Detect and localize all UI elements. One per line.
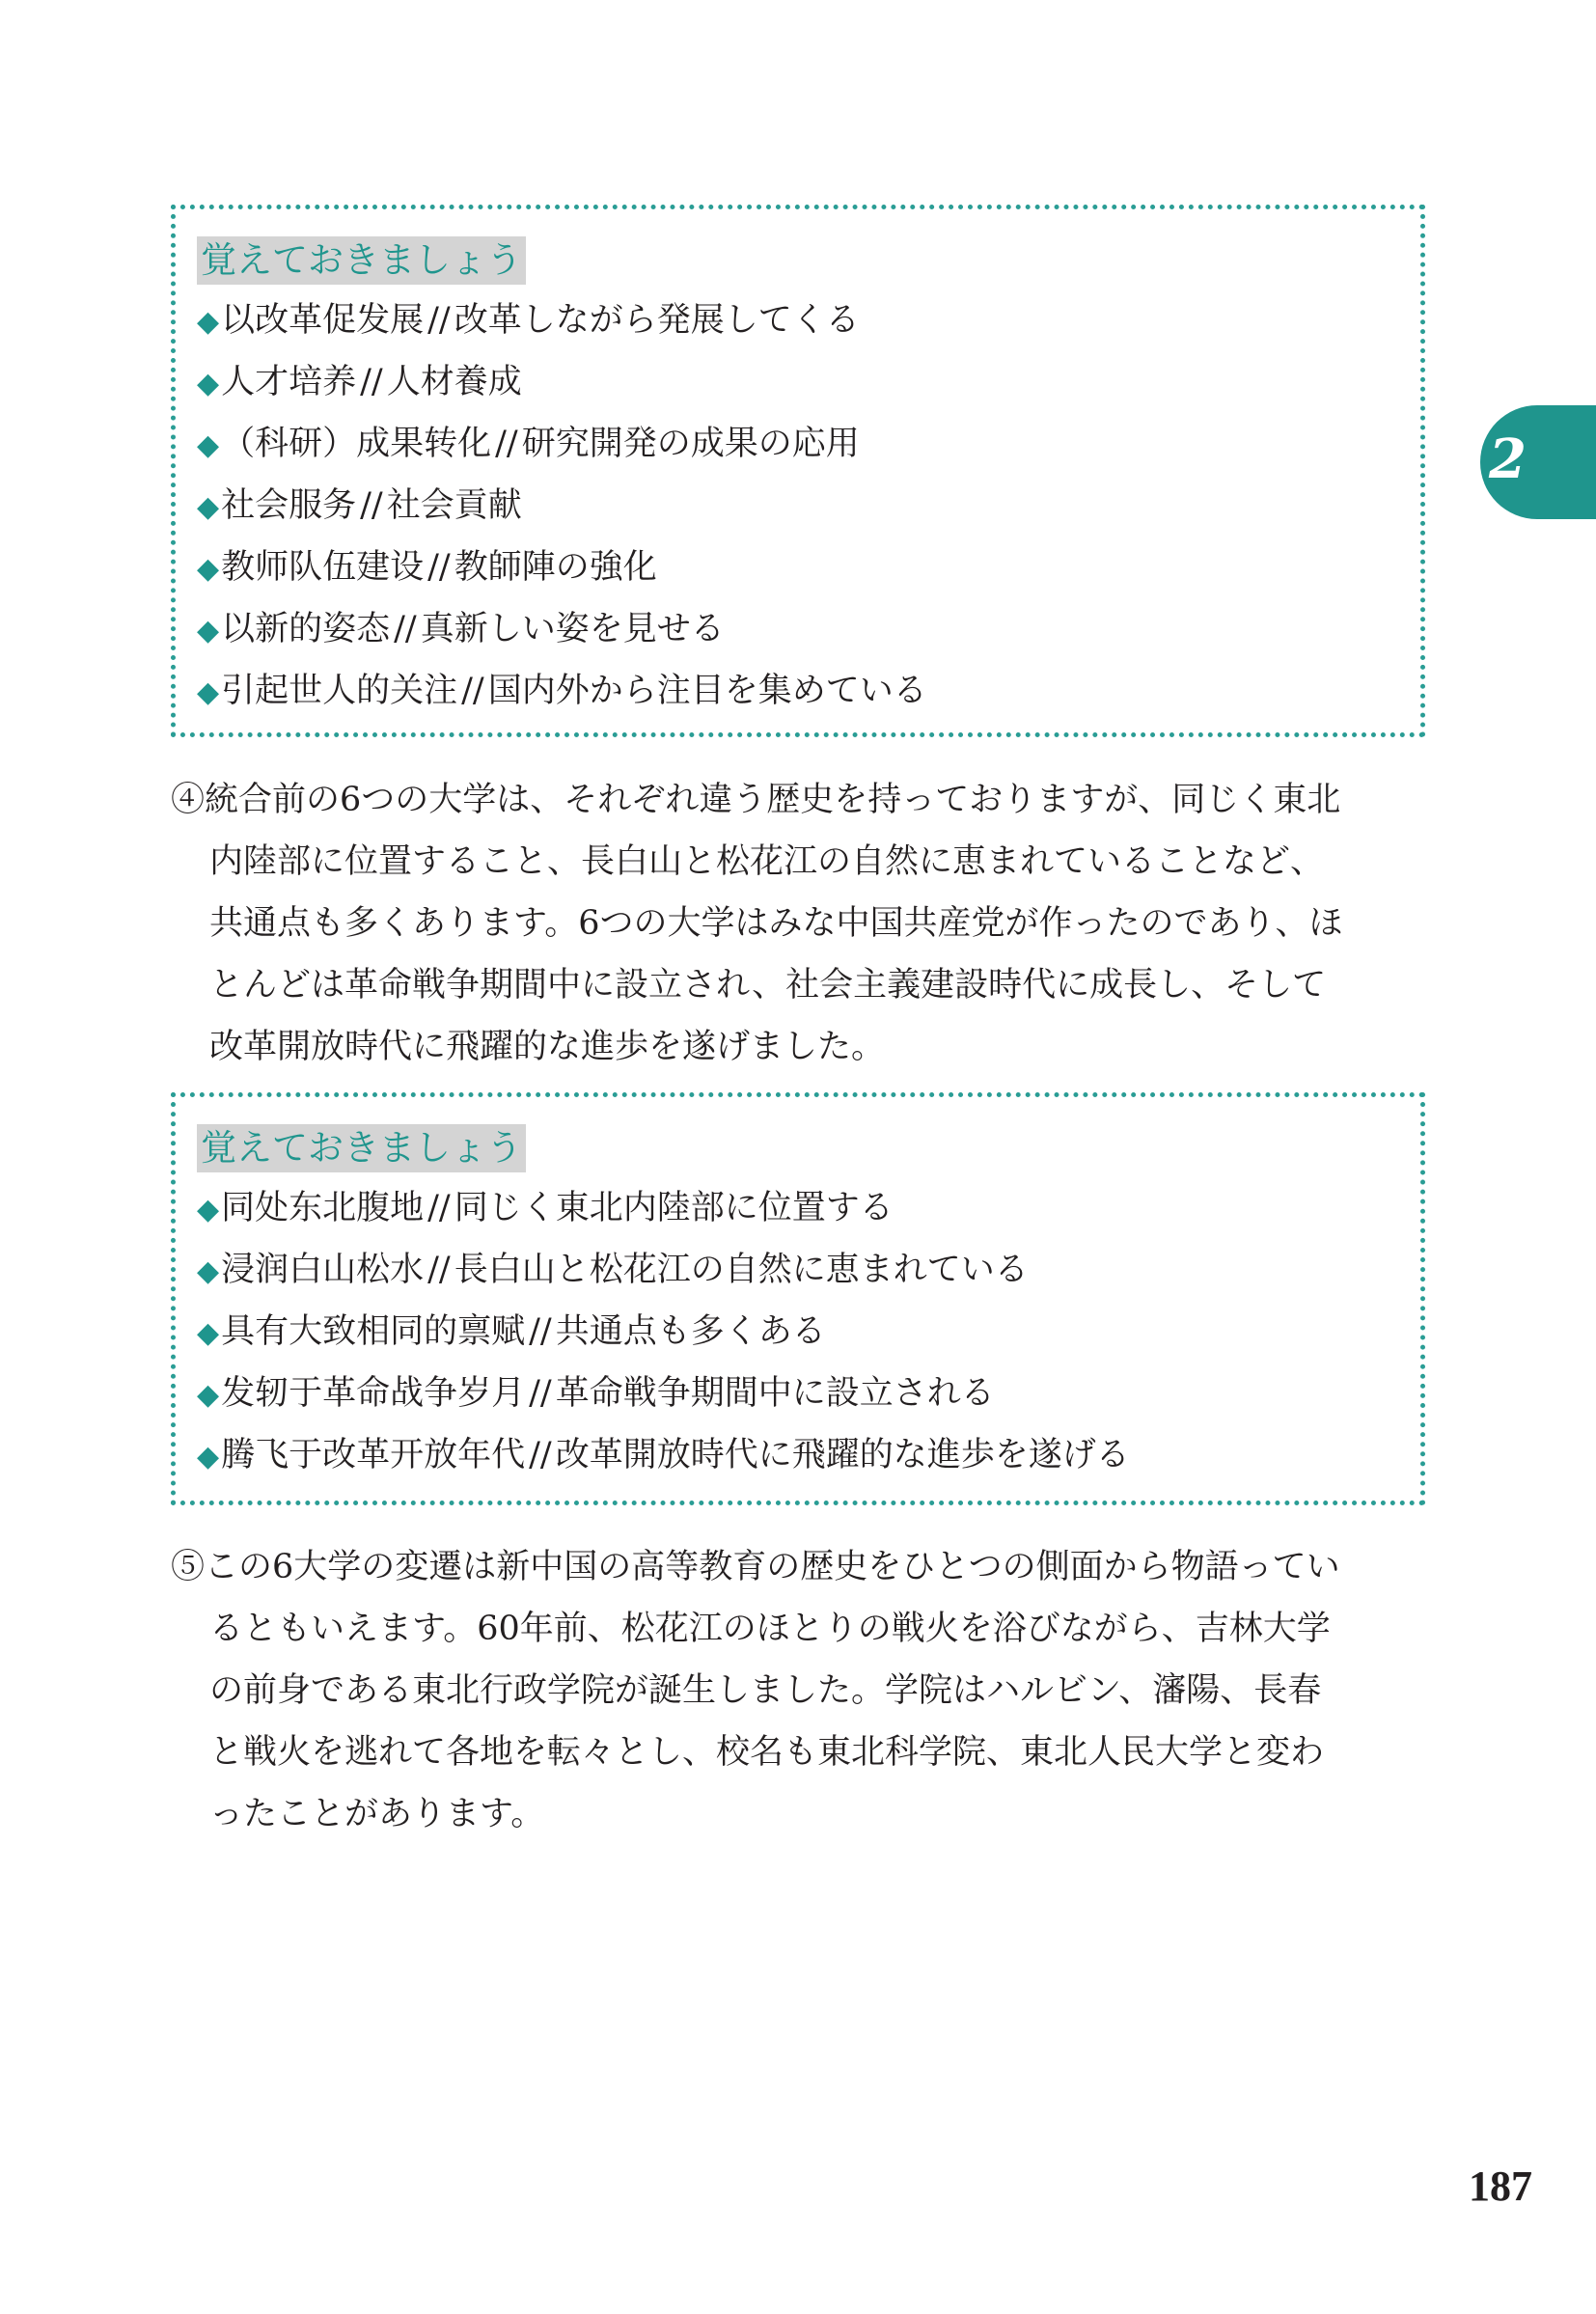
paragraph-line: 改革開放時代に飛躍的な進歩を遂げました。 <box>209 1028 886 1066</box>
diamond-bullet-icon: ◆ <box>197 305 220 339</box>
page-number: 187 <box>1469 2162 1532 2210</box>
term-separator: // <box>360 486 383 525</box>
memo-box-1 <box>171 205 1425 737</box>
japanese-translation: 改革しながら発展してくる <box>454 301 860 340</box>
chinese-term: 以改革促发展 <box>221 301 425 340</box>
term-separator: // <box>427 548 451 587</box>
diamond-bullet-icon: ◆ <box>197 675 220 709</box>
term-separator: // <box>427 1189 451 1227</box>
memo-item <box>197 1178 1420 1240</box>
memo-heading: 覚えておきましょう <box>197 236 526 285</box>
japanese-translation: 研究開発の成果の応用 <box>521 425 860 463</box>
memo-item <box>197 476 1420 537</box>
paragraph-line: 内陸部に位置すること、長白山と松花江の自然に恵まれていることなど、 <box>209 842 1325 881</box>
memo-item <box>197 1240 1420 1302</box>
paragraph-line: とんどは革命戦争期間中に設立され、社会主義建設時代に成長し、そして <box>209 966 1327 1005</box>
chinese-term: 发轫于革命战争岁月 <box>221 1374 526 1413</box>
paragraph-line: と戦火を逃れて各地を転々とし、校名も東北科学院、東北人民大学と変わ <box>209 1733 1325 1772</box>
memo-item <box>197 414 1420 476</box>
paragraph-line: ったことがあります。 <box>209 1795 545 1833</box>
diamond-bullet-icon: ◆ <box>197 552 220 586</box>
chinese-term: 社会服务 <box>221 486 357 525</box>
memo-item <box>197 661 1420 723</box>
paragraph-line: るともいえます。60年前、松花江のほとりの戦火を浴びながら、吉林大学 <box>209 1610 1331 1648</box>
paragraph-line: ④統合前の6つの大学は、それぞれ違う歴史を持っておりますが、同じく東北 <box>171 781 1341 819</box>
japanese-translation: 人材養成 <box>386 363 522 401</box>
paragraph-5 <box>171 1536 1425 1845</box>
paragraph-marker: ④ <box>171 781 206 819</box>
term-separator: // <box>427 301 451 340</box>
term-separator: // <box>495 425 518 463</box>
chinese-term: 引起世人的关注 <box>221 672 458 710</box>
japanese-translation: 教師陣の強化 <box>454 548 657 587</box>
paragraph-line: の前身である東北行政学院が誕生しました。学院はハルビン、瀋陽、長春 <box>209 1671 1322 1710</box>
term-separator: // <box>394 610 417 648</box>
chinese-term: 腾飞于改革开放年代 <box>221 1436 526 1474</box>
memo-box-2 <box>171 1092 1425 1505</box>
diamond-bullet-icon: ◆ <box>197 428 220 462</box>
japanese-translation: 同じく東北内陸部に位置する <box>454 1189 894 1227</box>
chinese-term: （科研）成果转化 <box>221 425 492 463</box>
memo-item <box>197 537 1420 599</box>
memo-heading: 覚えておきましょう <box>197 1124 526 1172</box>
chinese-term: 同处东北腹地 <box>221 1189 425 1227</box>
diamond-bullet-icon: ◆ <box>197 614 220 647</box>
japanese-translation: 改革開放時代に飛躍的な進歩を遂げる <box>555 1436 1130 1474</box>
chinese-term: 教师队伍建设 <box>221 548 425 587</box>
japanese-translation: 社会貢献 <box>386 486 522 525</box>
term-separator: // <box>360 363 383 401</box>
diamond-bullet-icon: ◆ <box>197 1193 220 1226</box>
memo-item <box>197 352 1420 414</box>
paragraph-line: ⑤この6大学の変遷は新中国の高等教育の歴史をひとつの側面から物語ってい <box>171 1548 1340 1586</box>
chinese-term: 人才培养 <box>221 363 357 401</box>
term-separator: // <box>461 672 484 710</box>
japanese-translation: 真新しい姿を見せる <box>420 610 725 648</box>
diamond-bullet-icon: ◆ <box>197 1254 220 1288</box>
term-separator: // <box>529 1436 552 1474</box>
diamond-bullet-icon: ◆ <box>197 1378 220 1412</box>
memo-item <box>197 1425 1420 1487</box>
japanese-translation: 国内外から注目を集めている <box>487 672 927 710</box>
diamond-bullet-icon: ◆ <box>197 367 220 400</box>
diamond-bullet-icon: ◆ <box>197 490 220 524</box>
japanese-translation: 長白山と松花江の自然に恵まれている <box>454 1251 1029 1289</box>
diamond-bullet-icon: ◆ <box>197 1440 220 1474</box>
japanese-translation: 革命戦争期間中に設立される <box>555 1374 995 1413</box>
term-separator: // <box>427 1251 451 1289</box>
memo-item <box>197 599 1420 661</box>
paragraph-line: 共通点も多くあります。6つの大学はみな中国共産党が作ったのであり、ほ <box>209 904 1343 943</box>
paragraph-4 <box>171 769 1425 1078</box>
chinese-term: 以新的姿态 <box>221 610 391 648</box>
memo-item <box>197 290 1420 352</box>
memo-item <box>197 1302 1420 1364</box>
chinese-term: 具有大致相同的禀赋 <box>221 1312 526 1351</box>
term-separator: // <box>529 1312 552 1351</box>
japanese-translation: 共通点も多くある <box>555 1312 826 1351</box>
term-separator: // <box>529 1374 552 1413</box>
paragraph-marker: ⑤ <box>171 1548 206 1586</box>
chinese-term: 浸润白山松水 <box>221 1251 425 1289</box>
memo-item <box>197 1364 1420 1425</box>
chapter-number: 2 <box>1489 427 1527 491</box>
diamond-bullet-icon: ◆ <box>197 1316 220 1350</box>
